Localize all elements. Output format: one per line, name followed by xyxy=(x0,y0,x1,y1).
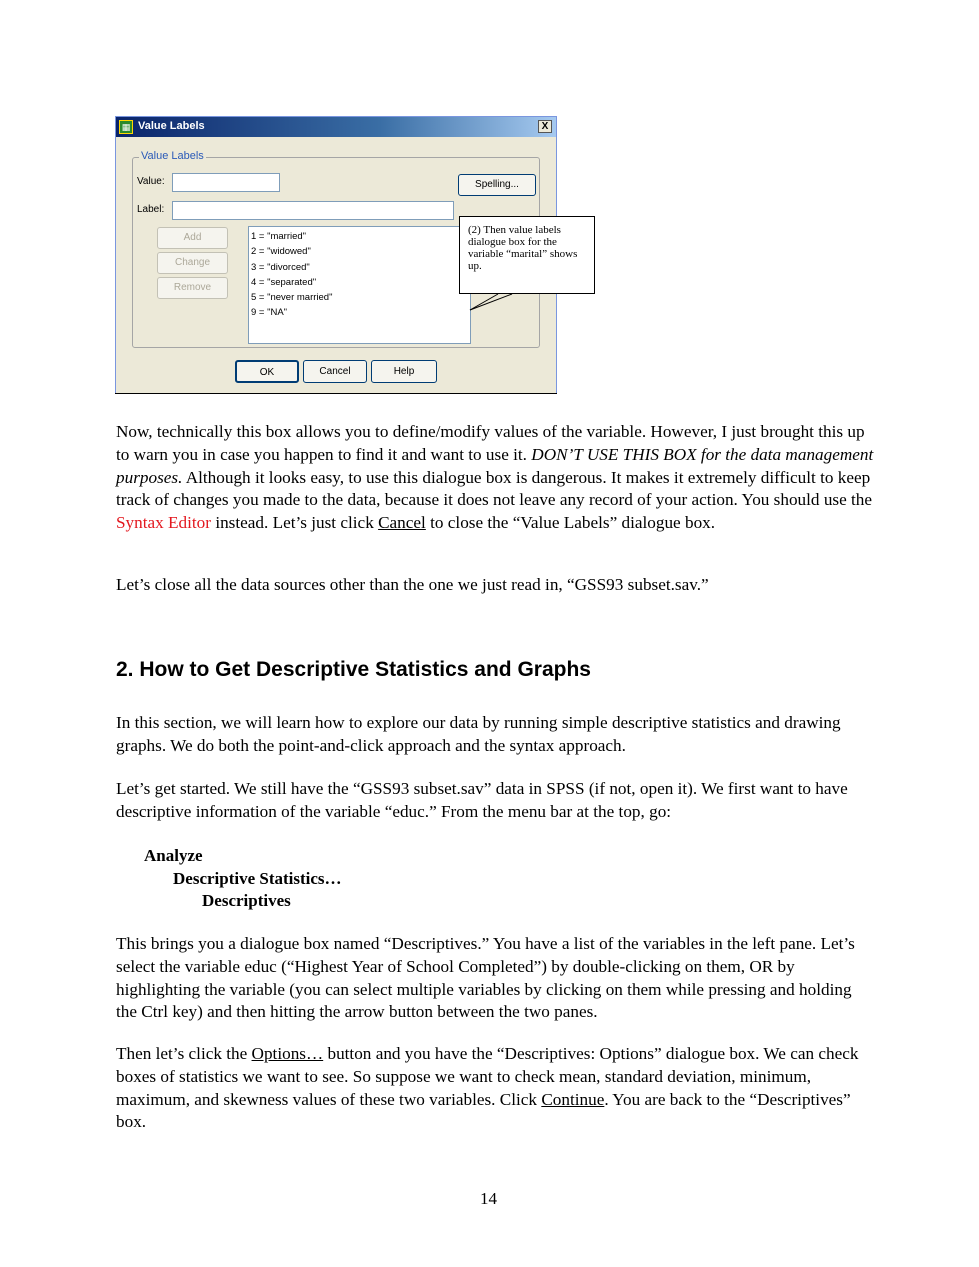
menu-path-descriptives: Descriptives xyxy=(202,891,291,910)
spss-app-icon: ▦ xyxy=(119,120,133,134)
paragraph-1 xyxy=(116,421,876,535)
paragraph-3: In this section, we will learn how to explore our data by running simple descriptive statistics and drawing graphs. We do both the point-and-click approach and the syntax approach. xyxy=(116,713,841,755)
ok-button[interactable]: OK xyxy=(235,360,299,383)
close-button[interactable]: X xyxy=(538,120,552,133)
dialog-bottom-border xyxy=(115,393,557,394)
list-item[interactable]: 5 = "never married" xyxy=(251,292,333,304)
remove-button[interactable]: Remove xyxy=(157,277,228,299)
label-field-label: Label: xyxy=(137,204,165,215)
options-term: Options… xyxy=(251,1044,324,1063)
value-input[interactable] xyxy=(172,173,280,192)
paragraph-1-g: to close the “Value Labels” dialogue box. xyxy=(425,513,716,533)
paragraph-6 xyxy=(116,1043,876,1134)
spelling-button[interactable]: Spelling... xyxy=(458,174,536,196)
dialog-titlebar xyxy=(116,117,556,137)
value-field-label: Value: xyxy=(137,176,165,187)
paragraph-1-e: instead. Let’s just click xyxy=(211,513,379,533)
help-button[interactable]: Help xyxy=(371,360,437,383)
paragraph-1-c: Although it looks easy, to use this dialogue box is dangerous. It makes it extremely difficult to keep track of changes you made to the data, because it does not leave any record of your action. You should use the xyxy=(116,467,873,510)
dialog-title: Value Labels xyxy=(138,120,205,132)
list-item[interactable]: 4 = "separated" xyxy=(251,276,317,288)
warning-emphasis: DON’T USE THIS BOX for the data management purposes. xyxy=(116,444,874,487)
cancel-button[interactable]: Cancel xyxy=(303,360,367,383)
menu-path-descriptive-statistics: Descriptive Statistics… xyxy=(173,869,342,888)
menu-path-analyze: Analyze xyxy=(144,846,203,865)
label-input[interactable] xyxy=(172,201,454,220)
paragraph-6-a: Then let’s click the xyxy=(116,1044,252,1063)
callout-pointer xyxy=(468,292,528,312)
paragraph-2: Let’s close all the data sources other than the one we just read in, “GSS93 subset.sav.” xyxy=(116,575,709,594)
syntax-editor-term: Syntax Editor xyxy=(116,513,212,533)
list-item[interactable]: 2 = "widowed" xyxy=(251,246,311,258)
paragraph-6-c: button and you have the “Descriptives: Options” dialogue box. We can check boxes of statistics we want to see. So suppose we want to check mean, standard deviation, minimum, maximum, and skewness values of these two variables. Click xyxy=(116,1044,859,1109)
paragraph-1-a: Now, technically this box allows you to define/modify values of the variable. However, I just brought this up to warn you in case you happen to find it and want to use it. xyxy=(116,422,865,464)
cancel-term: Cancel xyxy=(378,513,426,533)
group-title: Value Labels xyxy=(141,150,204,162)
page-number: 14 xyxy=(480,1189,497,1208)
change-button[interactable]: Change xyxy=(157,252,228,274)
value-labels-list[interactable] xyxy=(248,226,471,344)
list-item[interactable]: 3 = "divorced" xyxy=(251,261,310,273)
list-item[interactable]: 9 = "NA" xyxy=(251,307,288,319)
continue-term: Continue xyxy=(541,1089,605,1109)
paragraph-5: This brings you a dialogue box named “Descriptives.” You have a list of the variables in the left pane. Let’s select the variable educ (“Highest Year of School Completed”) by double-clicking on them, OR by highlighting the variable (you can select multiple variables by clicking on them while pressing and holding the Ctrl key) and then hitting the arrow button between the two panes. xyxy=(116,934,855,1022)
list-item[interactable]: 1 = "married" xyxy=(251,231,307,242)
paragraph-4: Let’s get started. We still have the “GSS93 subset.sav” data in SPSS (if not, open it). We first want to have descriptive information of the variable “educ.” From the menu bar at the top, go: xyxy=(116,779,848,821)
callout-annotation: (2) Then value labels dialogue box for the variable “marital” shows up. xyxy=(459,216,595,294)
paragraph-6-e: . You are back to the “Descriptives” box. xyxy=(116,1089,851,1132)
add-button[interactable]: Add xyxy=(157,227,228,249)
section-heading: 2. How to Get Descriptive Statistics and Graphs xyxy=(116,658,591,681)
